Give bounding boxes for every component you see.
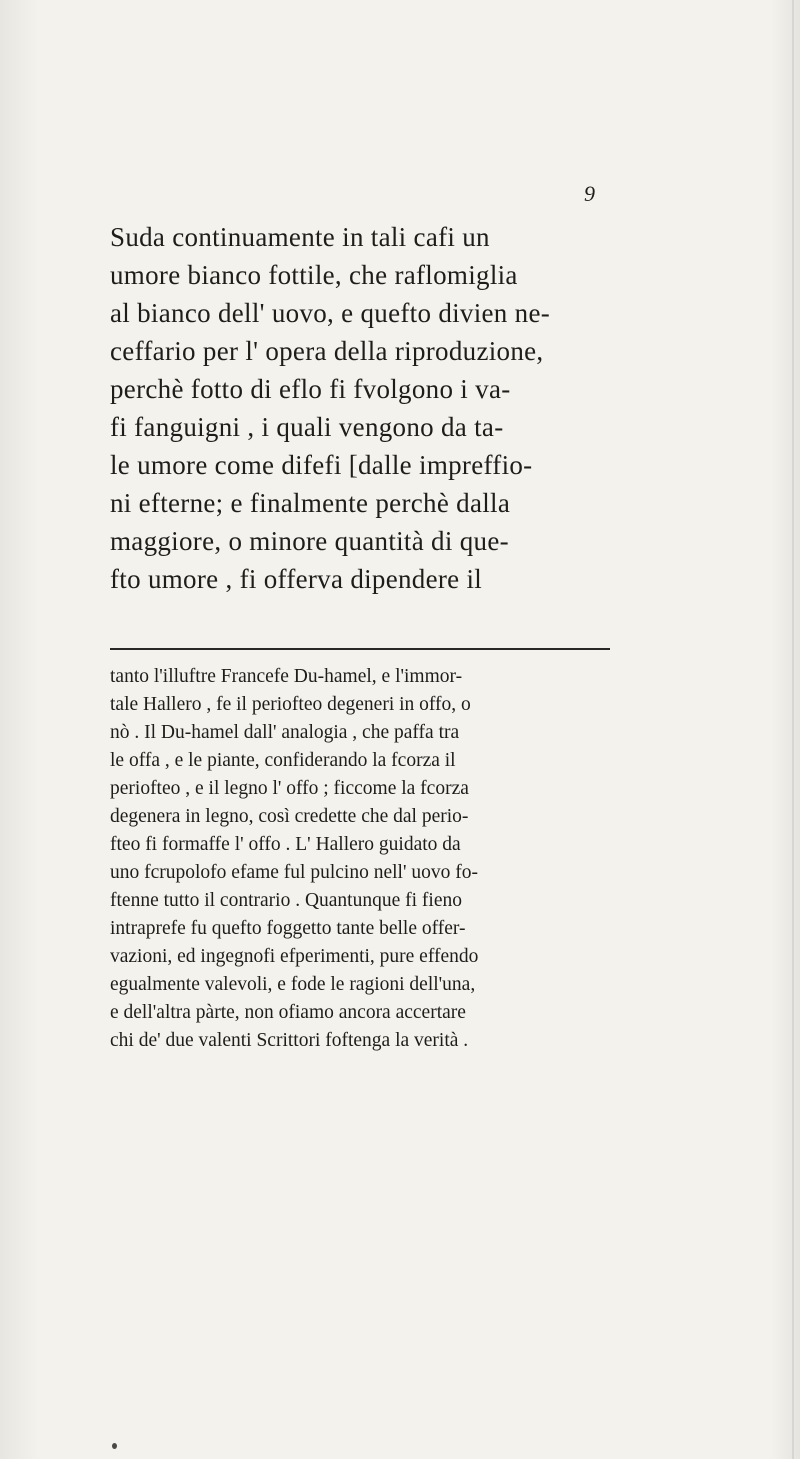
text-line: maggiore, o minore quantità di que- (110, 526, 509, 556)
footnote-line: ftenne tutto il contrario . Quantunque fi fieno (110, 890, 462, 911)
footnote-line: tale Hallero , fe il periofteo degeneri in offo, o (110, 694, 471, 715)
main-text (110, 218, 610, 598)
footnote-line: e dell'altra pàrte, non ofiamo ancora accertare (110, 1002, 466, 1023)
text-line: fi fanguigni , i quali vengono da ta- (110, 412, 504, 442)
text-line: le umore come difefi [dalle impreffio- (110, 450, 533, 480)
text-line: ceffario per l' opera della riproduzione, (110, 336, 544, 366)
footnote-line: uno fcrupolofo efame ful pulcino nell' uovo fo- (110, 862, 478, 883)
footnote-line: chi de' due valenti Scrittori foftenga la verità . (110, 1030, 469, 1051)
page-edge (792, 0, 794, 1459)
page-number: 9 (584, 181, 595, 206)
footnote-line: le offa , e le piante, confiderando la fcorza il (110, 750, 456, 771)
footnote-divider (110, 648, 610, 650)
ink-spot (112, 1443, 117, 1449)
footnote-line: tanto l'illuftre Francefe Du-hamel, e l'immor- (110, 666, 463, 687)
text-line: ni efterne; e finalmente perchè dalla (110, 488, 511, 518)
footnote-line: intraprefe fu quefto foggetto tante belle offer- (110, 918, 466, 939)
text-line: Suda continuamente in tali cafi un (110, 222, 490, 252)
footnote-line: fteo fi formaffe l' offo . L' Hallero guidato da (110, 834, 461, 855)
footnote-line: periofteo , e il legno l' offo ; ficcome la fcorza (110, 778, 469, 799)
footnote-line: vazioni, ed ingegnofi efperimenti, pure effendo (110, 946, 479, 967)
text-line: fto umore , fi offerva dipendere il (110, 564, 483, 594)
text-line: umore bianco fottile, che raflomiglia (110, 260, 518, 290)
text-line: al bianco dell' uovo, e quefto divien ne- (110, 298, 551, 328)
footnote-line: nò . Il Du-hamel dall' analogia , che paffa tra (110, 722, 460, 743)
footnote (110, 663, 610, 1055)
footnote-line: degenera in legno, così credette che dal perio- (110, 806, 469, 827)
text-line: perchè fotto di eflo fi fvolgono i va- (110, 374, 511, 404)
footnote-line: egualmente valevoli, e fode le ragioni dell'una, (110, 974, 476, 995)
